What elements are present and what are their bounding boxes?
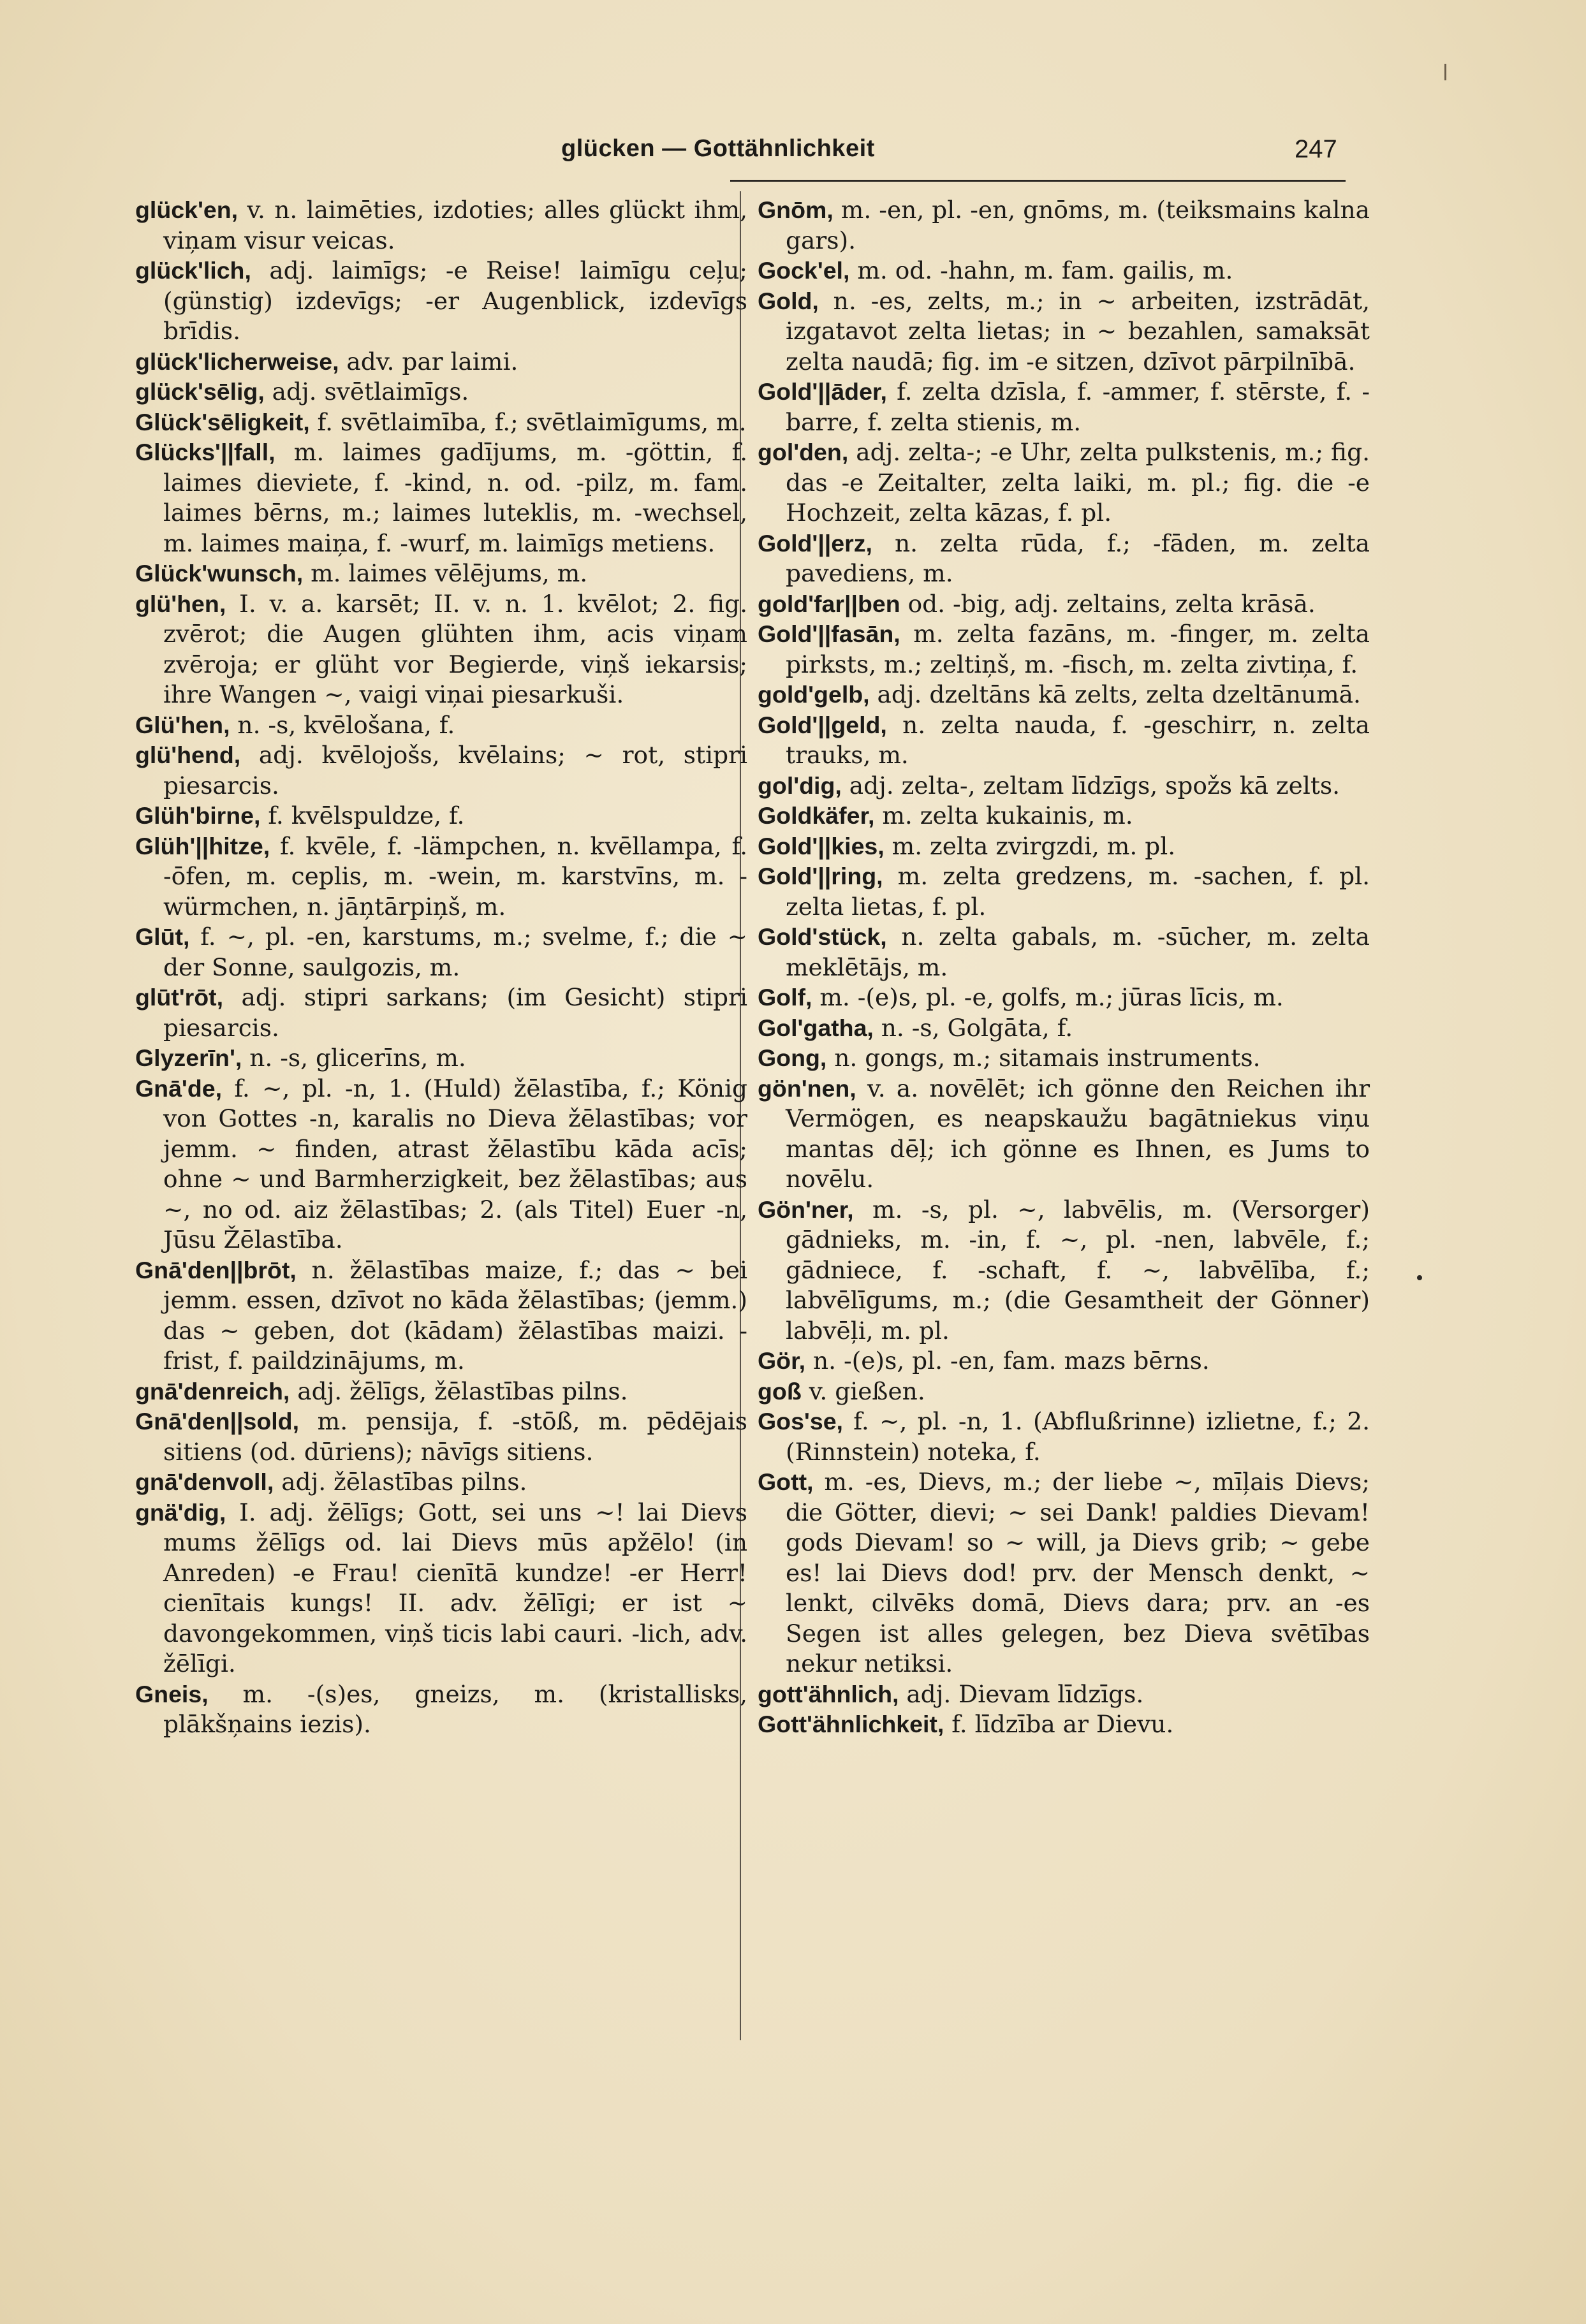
entry-definition: I. v. a. karsēt; II. v. n. 1. kvēlot; 2. fig. zvērot; die Augen glühten ihm, acis viņam zvēroja; er glüht vor Begierde, viņš iekarsis; ihre Wangen ~, vaigi viņai piesarkuši. (163, 589, 747, 708)
entry-definition: n. -es, zelts, m.; in ~ arbeiten, izstrādāt, izgatavot zelta lietas; in ~ bezahlen, samaksāt zelta naudā; fig. im -e sitzen, dzīvot pārpilnībā. (786, 286, 1370, 376)
entry-definition: adj. stipri sarkans; (im Gesicht) stipri piesarcis. (163, 983, 747, 1042)
dictionary-entry (135, 256, 747, 347)
dictionary-entry (758, 1377, 1370, 1407)
entry-definition: m. zelta zvirgzdi, m. pl. (884, 831, 1176, 860)
entry-headword: glück'sēlig, (135, 378, 265, 405)
dictionary-entry (758, 922, 1370, 983)
dictionary-entry (758, 1709, 1370, 1740)
entry-definition: v. a. novēlēt; ich gönne den Reichen ihr Vermögen, es neapskaužu bagātniekus viņu mantas dēļ; ich gönne es Ihnen, es Jums to novēlu. (786, 1074, 1370, 1193)
dictionary-entry (135, 407, 747, 438)
dictionary-entry (758, 589, 1370, 620)
dictionary-entry (135, 1043, 747, 1074)
entry-definition: n. -s, glicerīns, m. (242, 1044, 466, 1072)
entry-definition: f. kvēle, f. -lämpchen, n. kvēllampa, f. -ōfen, m. ceplis, m. -wein, m. karstvīns, m. -würmchen, n. jāņtārpiņš, m. (163, 831, 747, 921)
entry-definition: adj. laimīgs; -e Reise! laimīgu ceļu; (günstig) izdevīgs; -er Augenblick, izdevīgs brīdis. (163, 256, 747, 345)
dictionary-entry (135, 437, 747, 559)
entry-definition: n. zelta nauda, f. -geschirr, n. zelta trauks, m. (786, 710, 1370, 769)
dictionary-entry (758, 1043, 1370, 1074)
entry-headword: glūt'rōt, (135, 984, 224, 1011)
dictionary-entry (758, 1679, 1370, 1710)
entry-headword: Glyzerīn', (135, 1044, 242, 1071)
right-column (758, 195, 1370, 1740)
dictionary-entry (135, 710, 747, 741)
entry-headword: Gnā'den||sold, (135, 1408, 300, 1435)
entry-definition: adj. dzeltāns kā zelts, zelta dzeltānumā. (869, 680, 1361, 708)
entry-definition: m. -es, Dievs, m.; der liebe ~, mīļais Dievs; die Götter, dievi; ~ sei Dank! paldies Dievam! gods Dievam! so ~ will, ja Dievs grib; ~ gebe es! lai Dievs dod! prv. der Mensch denkt, ~ lenkt, cilvēks domā, Dievs dara; prv. an -es Segen ist alles gelegen, bez Dieva svētības nekur netiksi. (786, 1468, 1370, 1677)
entry-headword: gold'gelb, (758, 681, 870, 708)
entry-headword: Glück'wunsch, (135, 560, 304, 587)
entry-definition: n. zelta rūda, f.; -fāden, m. zelta pavediens, m. (786, 529, 1370, 587)
entry-headword: Gold'stück, (758, 923, 887, 950)
entry-headword: Gott, (758, 1468, 814, 1495)
entry-headword: gnā'denvoll, (135, 1468, 274, 1495)
dictionary-entry (758, 861, 1370, 922)
dictionary-entry (758, 1195, 1370, 1347)
entry-definition: v. n. laimēties, izdoties; alles glückt ihm, viņam visur veicas. (163, 196, 747, 254)
dictionary-entry (135, 1467, 747, 1498)
entry-definition: v. gießen. (801, 1377, 925, 1405)
entry-headword: Gold'||fasān, (758, 620, 900, 647)
entry-headword: Goldkäfer, (758, 802, 875, 829)
entry-headword: Gong, (758, 1044, 827, 1071)
dictionary-entry (135, 195, 747, 256)
entry-definition: f. līdzība ar Dievu. (944, 1710, 1174, 1738)
entry-definition: adj. zelta-, zeltam līdzīgs, spožs kā zelts. (841, 771, 1340, 800)
entry-definition: f. kvēlspuldze, f. (260, 801, 465, 829)
entry-headword: Glü'hen, (135, 711, 230, 738)
entry-headword: Gott'ähnlichkeit, (758, 1711, 944, 1737)
dictionary-entry (135, 740, 747, 801)
dictionary-entry (135, 347, 747, 377)
entry-headword: Glūt, (135, 923, 190, 950)
entry-definition: m. pensija, f. -stōß, m. pēdējais sitiens (od. dūriens); nāvīgs sitiens. (163, 1407, 747, 1466)
entry-definition: adj. žēlastības pilns. (274, 1468, 527, 1496)
entry-definition: m. -(s)es, gneizs, m. (kristallisks, plākšņains iezis). (163, 1679, 747, 1738)
entry-headword: glück'licherweise, (135, 347, 339, 375)
stray-dot (1417, 1275, 1422, 1280)
entry-headword: Glücks'||fall, (135, 439, 275, 465)
entry-headword: Gold'||kies, (758, 832, 885, 859)
dictionary-entry (758, 1074, 1370, 1195)
entry-headword: gold'far||ben (758, 590, 900, 617)
dictionary-entry (758, 710, 1370, 771)
dictionary-entry (135, 1407, 747, 1467)
entry-headword: gott'ähnlich, (758, 1680, 899, 1707)
entry-definition: m. -s, pl. ~, labvēlis, m. (Versorger) gādnieks, m. -in, f. ~, pl. -nen, labvēle, f.; gādniece, f. -schaft, f. ~, labvēlība, f.; labvēlīgums, m.; (die Gesamtheit der Gönner) labvēļi, m. pl. (786, 1195, 1370, 1345)
entry-definition: m. laimes gadījums, m. -göttin, f. laimes dieviete, f. -kind, n. od. -pilz, m. fam. laimes bērns, m.; laimes luteklis, m. -wechsel, m. laimes maiņa, f. -wurf, m. laimīgs metiens. (163, 438, 747, 557)
entry-definition: adj. zelta-; -e Uhr, zelta pulkstenis, m.; fig. das -e Zeitalter, zelta laiki, m. pl.; fig. die -e Hochzeit, zelta kāzas, f. pl. (786, 438, 1370, 527)
dictionary-entry (135, 1255, 747, 1377)
entry-definition: n. -s, Golgāta, f. (873, 1013, 1073, 1042)
entry-definition: m. laimes vēlējums, m. (303, 559, 588, 587)
entry-definition: f. ~, pl. -en, karstums, m.; svelme, f.; die ~ der Sonne, saulgozis, m. (163, 923, 747, 981)
entry-headword: glü'hen, (135, 590, 226, 617)
entry-definition: m. zelta kukainis, m. (874, 801, 1133, 829)
dictionary-entry (135, 589, 747, 710)
dictionary-entry (135, 801, 747, 831)
entry-headword: gön'nen, (758, 1074, 856, 1102)
entry-headword: goß (758, 1377, 802, 1405)
dictionary-entry (758, 529, 1370, 589)
entry-headword: gol'den, (758, 439, 849, 465)
entry-headword: Glüh'||hitze, (135, 832, 270, 859)
dictionary-entry (758, 831, 1370, 862)
entry-headword: Gneis, (135, 1680, 209, 1707)
entry-headword: Gold'||ring, (758, 863, 883, 889)
entry-definition: n. gongs, m.; sitamais instruments. (826, 1044, 1261, 1072)
dictionary-entry (135, 831, 747, 923)
entry-definition: n. -(e)s, pl. -en, fam. mazs bērns. (805, 1347, 1210, 1375)
entry-headword: Gold'||erz, (758, 529, 872, 557)
dictionary-entry (758, 437, 1370, 529)
entry-headword: Gold, (758, 287, 819, 314)
entry-definition: od. -big, adj. zeltains, zelta krāsā. (900, 589, 1316, 618)
entry-definition: I. adj. žēlīgs; Gott, sei uns ~! lai Dievs mums žēlīgs od. lai Dievs mūs apžēlo! (in Anreden) -e Frau! cienītā kundze! -er Herr! cienītais kungs! II. adv. žēlīgi; er ist ~ davongekommen, viņš ticis labi cauri. -lich, adv. žēlīgi. (163, 1498, 747, 1677)
entry-definition: adj. žēlīgs, žēlastības pilns. (290, 1377, 628, 1405)
margin-mark (1444, 64, 1446, 80)
entry-definition: adv. par laimi. (339, 347, 518, 376)
dictionary-entry (758, 801, 1370, 831)
entry-headword: Glüh'birne, (135, 802, 261, 829)
entry-definition: n. -s, kvēlošana, f. (230, 710, 455, 739)
entry-definition: n. zelta gabals, m. -sūcher, m. zelta meklētājs, m. (786, 923, 1370, 981)
entry-headword: Gnōm, (758, 196, 833, 223)
dictionary-entry (758, 680, 1370, 710)
entry-headword: Gön'ner, (758, 1195, 854, 1223)
dictionary-entry (758, 1013, 1370, 1044)
entry-headword: glü'hend, (135, 742, 241, 768)
entry-definition: m. od. -hahn, m. fam. gailis, m. (849, 256, 1233, 284)
entry-headword: Golf, (758, 984, 812, 1011)
running-title: glücken — Gottähnlichkeit (561, 135, 875, 162)
dictionary-entry (758, 771, 1370, 801)
entry-headword: Gol'gatha, (758, 1014, 874, 1041)
entry-headword: glück'lich, (135, 257, 251, 284)
entry-definition: n. žēlastības maize, f.; das ~ bei jemm. essen, dzīvot no kāda žēlastības; (jemm.) das ~ geben, dot (kādam) žēlastības maizi. -frist, f. paildzinājums, m. (163, 1255, 747, 1375)
dictionary-entry (135, 559, 747, 589)
dictionary-entry (135, 922, 747, 983)
entry-headword: Gnā'den||brōt, (135, 1256, 297, 1283)
entry-definition: m. -(e)s, pl. -e, golfs, m.; jūras līcis, m. (812, 983, 1284, 1011)
dictionary-entry (758, 195, 1370, 256)
dictionary-entry (135, 1498, 747, 1679)
entry-definition: f. zelta dzīsla, f. -ammer, f. stērste, f. -barre, f. zelta stienis, m. (786, 377, 1370, 436)
entry-definition: m. zelta gredzens, m. -sachen, f. pl. zelta lietas, f. pl. (786, 862, 1370, 921)
dictionary-entry (758, 1346, 1370, 1377)
entry-definition: adj. svētlaimīgs. (264, 377, 469, 406)
dictionary-entry (135, 377, 747, 407)
entry-headword: gnā'denreich, (135, 1377, 290, 1405)
entry-definition: adj. kvēlojošs, kvēlains; ~ rot, stipri piesarcis. (163, 741, 747, 800)
page-number: 247 (1295, 135, 1337, 163)
entry-headword: Gör, (758, 1347, 806, 1374)
entry-headword: Glück'sēligkeit, (135, 408, 310, 435)
entry-definition: adj. Dievam līdzīgs. (899, 1679, 1144, 1708)
header-rule (730, 180, 1346, 182)
entry-headword: Gock'el, (758, 257, 850, 284)
dictionary-entry (135, 1679, 747, 1740)
entry-headword: Gold'||geld, (758, 711, 887, 738)
entry-headword: gnä'dig, (135, 1498, 226, 1526)
dictionary-entry (758, 619, 1370, 680)
entry-definition: m. zelta fazāns, m. -finger, m. zelta pirksts, m.; zeltiņš, m. -fisch, m. zelta zivtiņa, f. (786, 620, 1370, 678)
entry-headword: Gnā'de, (135, 1074, 223, 1102)
entry-definition: f. ~, pl. -n, 1. (Huld) žēlastība, f.; König von Gottes -n, karalis no Dieva žēlastības; vor jemm. ~ finden, atrast žēlastību kāda acīs; ohne ~ und Barmherzigkeit, bez žēlastības; aus ~, no od. aiz žēlastības; 2. (als Titel) Euer -n, Jūsu Žēlastība. (163, 1074, 747, 1253)
entry-headword: Gos'se, (758, 1408, 843, 1435)
entry-definition: f. ~, pl. -n, 1. (Abflußrinne) izlietne, f.; 2. (Rinnstein) noteka, f. (786, 1407, 1370, 1466)
dictionary-entry (135, 983, 747, 1043)
dictionary-entry (758, 256, 1370, 286)
dictionary-entry (758, 377, 1370, 437)
entry-headword: glück'en, (135, 196, 239, 223)
entry-headword: Gold'||āder, (758, 378, 887, 405)
dictionary-entry (758, 1467, 1370, 1679)
left-column (135, 195, 747, 1740)
dictionary-entry (758, 1407, 1370, 1467)
dictionary-entry (135, 1377, 747, 1407)
entry-definition: m. -en, pl. -en, gnōms, m. (teiksmains kalna gars). (786, 196, 1370, 254)
dictionary-entry (758, 983, 1370, 1013)
entry-definition: f. svētlaimība, f.; svētlaimīgums, m. (309, 407, 747, 436)
entry-headword: gol'dig, (758, 771, 842, 799)
dictionary-entry (135, 1074, 747, 1255)
dictionary-entry (758, 286, 1370, 377)
